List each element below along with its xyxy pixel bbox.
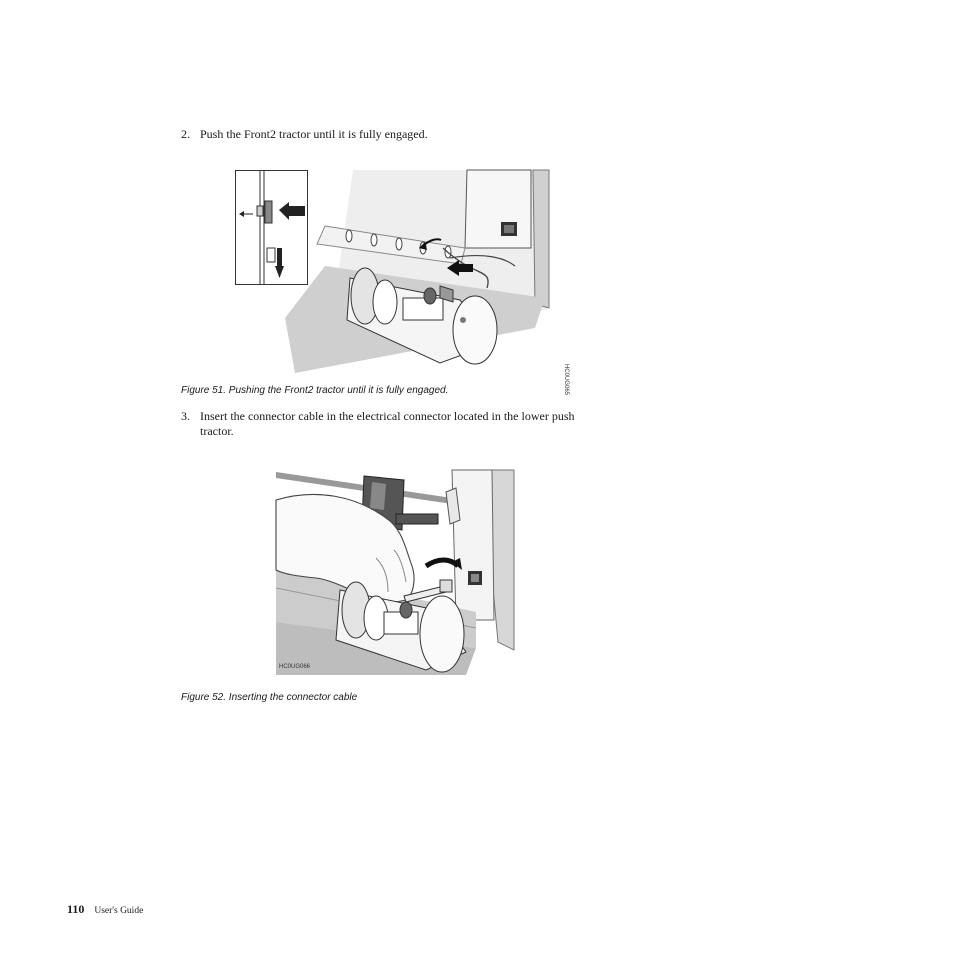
- step-2: [181, 127, 621, 143]
- step-number: 2.: [181, 127, 190, 141]
- step-text-line-2: tractor.: [200, 424, 234, 438]
- connector-cable-illustration: [276, 470, 516, 675]
- figure-51-code: HC0UG065: [563, 364, 569, 396]
- step-3: [181, 409, 621, 441]
- step-number: 3.: [181, 409, 190, 423]
- figure-51-caption: Figure 51. Pushing the Front2 tractor until it is fully engaged.: [181, 385, 449, 396]
- step-text: Push the Front2 tractor until it is fully engaged.: [200, 127, 428, 141]
- step-text-line-1: Insert the connector cable in the electrical connector located in the lower push: [200, 409, 575, 423]
- page-footer: [67, 900, 267, 918]
- page-number: 110: [67, 902, 85, 916]
- footer-title: User's Guide: [94, 906, 144, 916]
- figure-52-illustration: [276, 470, 516, 675]
- figure-52-code: HC0UG066: [279, 664, 311, 670]
- figure-52-caption: Figure 52. Inserting the connector cable: [181, 692, 358, 703]
